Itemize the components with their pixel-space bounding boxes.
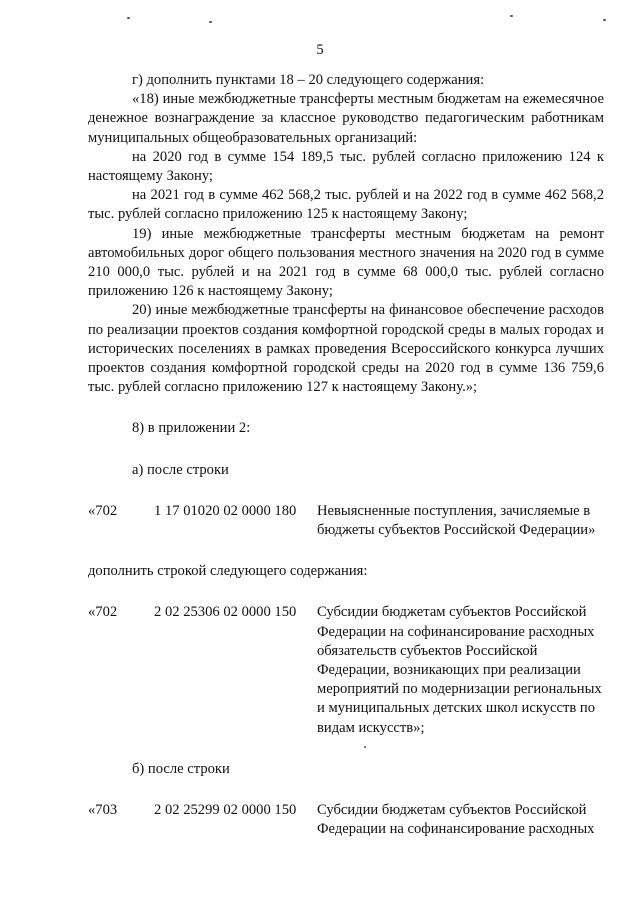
- admin-code: «702: [88, 604, 118, 621]
- paragraph-add-row: дополнить строкой следующего содержания:: [88, 563, 368, 580]
- paragraph-item-8: 8) в приложении 2:: [132, 420, 251, 437]
- paragraph-18-2020: на 2020 год в сумме 154 189,5 тыс. рублей согласно приложению 124 к настоящему Закону;: [88, 148, 604, 185]
- page-number: 5: [316, 42, 324, 58]
- paragraph-item-b: б) после строки: [132, 760, 230, 777]
- paragraph-19: 19) иные межбюджетные трансферты местным бюджетам на ремонт автомобильных дорог общего пользования местного значения на 2020 год в сумме 210 000,0 тыс. рублей и на 2021 год в сумме 68 000,0 тыс. рублей согласно приложению 126 к настоящему Закону;: [88, 225, 604, 300]
- paragraph-18: «18) иные межбюджетные трансферты местным бюджетам на ежемесячное денежное вознаграждение за классное руководство педагогическим работникам муниципальных общеобразовательных организаций:: [88, 91, 604, 146]
- code-row-1: [88, 502, 604, 540]
- admin-code: «702: [88, 502, 118, 519]
- code-row-2: [88, 603, 604, 737]
- paragraph-g: г) дополнить пунктами 18 – 20 следующего содержания:: [132, 72, 485, 88]
- budget-code: 2 02 25299 02 0000 150: [154, 802, 297, 819]
- paragraph-item-a: а) после строки: [132, 461, 229, 478]
- scan-speck: [603, 19, 606, 21]
- scan-speck: [510, 15, 513, 17]
- budget-code: 2 02 25306 02 0000 150: [154, 604, 297, 621]
- document-body: [88, 71, 604, 840]
- income-name: Субсидии бюджетам субъектов Российской Федерации на софинансирование расходных обязательств субъектов Российской Федерации, возникающих при реализации мероприятий по модернизации региональных и муниципальных детских школ искусств по видам искусств»;: [317, 604, 602, 736]
- scan-speck: [209, 21, 212, 23]
- paragraph-18-2021: на 2021 год в сумме 462 568,2 тыс. рублей и на 2022 год в сумме 462 568,2 тыс. рублей согласно приложению 125 к настоящему Закону;: [88, 187, 604, 223]
- admin-code: «703: [88, 802, 118, 819]
- paragraph-20: 20) иные межбюджетные трансферты на финансовое обеспечение расходов по реализации проектов создания комфортной городской среды в малых городах и исторических поселениях в рамках проведения Всероссийского конкурса лучших проектов создания комфортной городской среды на 2020 год в сумме 136 759,6 тыс. рублей согласно приложению 127 к настоящему Закону.»;: [88, 302, 604, 396]
- income-name: Субсидии бюджетам субъектов Российской Федерации на софинансирование расходных: [317, 802, 595, 838]
- scan-speck: [127, 17, 130, 19]
- code-row-3: [88, 801, 604, 839]
- budget-code: 1 17 01020 02 0000 180: [154, 502, 297, 519]
- income-name: Невыясненные поступления, зачисляемые в бюджеты субъектов Российской Федерации»: [317, 502, 596, 539]
